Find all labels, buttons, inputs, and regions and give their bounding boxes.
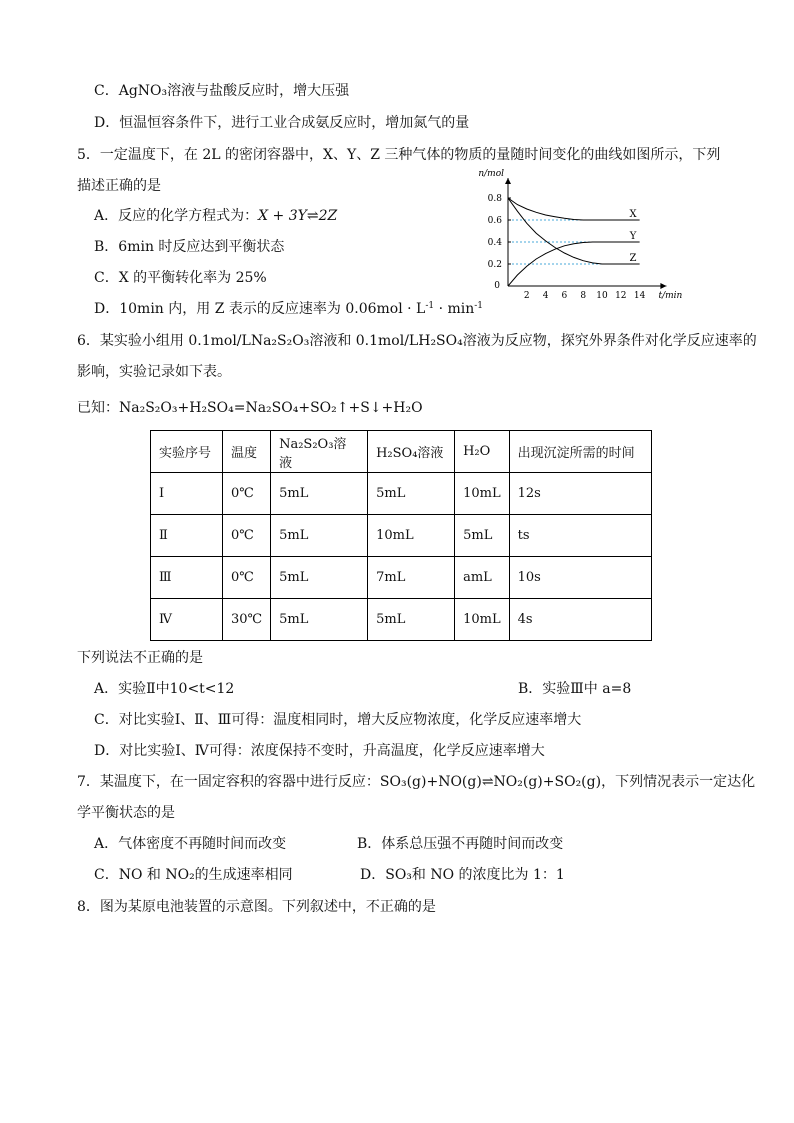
table-header: H₂SO₄溶液 xyxy=(368,431,455,473)
q7-option-a: A．气体密度不再随时间而改变 xyxy=(94,836,287,852)
table-cell: 10mL xyxy=(368,515,455,557)
q6-stem-line2: 影响，实验记录如下表。 xyxy=(77,364,231,380)
q7-option-b: B．体系总压强不再随时间而改变 xyxy=(357,836,564,852)
series-label-x: X xyxy=(629,209,637,220)
q5-stem-line2: 描述正确的是 xyxy=(77,178,161,194)
series-line-x xyxy=(508,198,640,220)
table-cell: 10mL xyxy=(455,473,510,515)
table-cell: 30℃ xyxy=(223,599,271,641)
q8-stem: 8．图为某原电池装置的示意图。下列叙述中，不正确的是 xyxy=(77,899,436,915)
table-cell: 0℃ xyxy=(223,557,271,599)
table-cell: 10mL xyxy=(455,599,510,641)
table-cell: 10s xyxy=(509,557,651,599)
q5-option-d-exp1: -1 xyxy=(425,301,435,311)
q5-option-a xyxy=(94,206,337,226)
table-row xyxy=(151,599,652,641)
q6-known-equation: 已知：Na₂S₂O₃+H₂SO₄=Na₂SO₄+SO₂↑+S↓+H₂O xyxy=(77,400,423,416)
q5-stem-line1: 5．一定温度下，在 2L 的密闭容器中，X、Y、Z 三种气体的物质的量随时间变化的曲线如图所示，下列 xyxy=(77,147,721,163)
table-cell: 5mL xyxy=(368,599,455,641)
series-line-z xyxy=(508,198,640,264)
x-tick-label: 14 xyxy=(633,291,646,301)
table-cell: 5mL xyxy=(455,515,510,557)
y-tick-label: 0.8 xyxy=(487,194,502,204)
q6-option-d: D．对比实验Ⅰ、Ⅳ可得：浓度保持不变时，升高温度，化学反应速率增大 xyxy=(94,743,545,759)
q7-option-d: D．SO₃和 NO 的浓度比为 1：1 xyxy=(360,867,565,883)
x-tick-label: 4 xyxy=(542,291,549,301)
q5-option-d-exp2: -1 xyxy=(474,301,484,311)
table-row xyxy=(151,557,652,599)
table-header: 温度 xyxy=(223,431,271,473)
experiment-table xyxy=(150,430,652,641)
table-cell: 5mL xyxy=(368,473,455,515)
table-cell: amL xyxy=(455,557,510,599)
x-tick-label: 6 xyxy=(561,291,568,301)
table-row xyxy=(151,473,652,515)
table-cell: 4s xyxy=(509,599,651,641)
q5-option-d-mid: · min xyxy=(434,301,475,317)
q5-option-b: B．6min 时反应达到平衡状态 xyxy=(94,239,285,255)
table-cell: 0℃ xyxy=(223,473,271,515)
table-cell: Ⅲ xyxy=(151,557,223,599)
x-axis-label: t/min xyxy=(658,291,683,301)
table-cell: 5mL xyxy=(271,473,368,515)
x-tick-label: 2 xyxy=(523,291,530,301)
x-tick-label: 10 xyxy=(596,291,608,301)
y-tick-label: 0.6 xyxy=(487,216,502,226)
q6-option-b: B．实验Ⅲ中 a=8 xyxy=(518,681,632,697)
q7-stem-line1: 7．某温度下，在一固定容积的容器中进行反应：SO₃(g)+NO(g)⇌NO₂(g)+SO₂(g)，下列情况表示一定达化 xyxy=(77,774,756,790)
x-tick-label: 12 xyxy=(615,291,627,301)
q5-option-d xyxy=(94,299,483,319)
x-axis-arrow xyxy=(660,283,666,289)
y-tick-label: 0 xyxy=(494,281,500,291)
table-cell: Ⅱ xyxy=(151,515,223,557)
amount-time-chart xyxy=(468,164,683,304)
table-cell: 5mL xyxy=(271,515,368,557)
table-header-row xyxy=(151,431,652,473)
option-c-prev: C．AgNO₃溶液与盐酸反应时，增大压强 xyxy=(94,83,350,99)
series-label-y: Y xyxy=(629,231,637,242)
q6-question: 下列说法不正确的是 xyxy=(77,650,203,666)
q7-stem-line2: 学平衡状态的是 xyxy=(77,805,175,821)
table-cell: ts xyxy=(509,515,651,557)
table-row xyxy=(151,515,652,557)
q6-option-a: A．实验Ⅱ中10<t<12 xyxy=(94,681,235,697)
table-cell: 7mL xyxy=(368,557,455,599)
q6-option-c: C．对比实验Ⅰ、Ⅱ、Ⅲ可得：温度相同时，增大反应物浓度，化学反应速率增大 xyxy=(94,712,582,728)
q5-option-a-prefix: A．反应的化学方程式为： xyxy=(94,208,259,224)
table-header: H₂O xyxy=(455,431,510,473)
table-header: Na₂S₂O₃溶液 xyxy=(271,431,368,473)
q6-stem-line1: 6．某实验小组用 0.1mol/LNa₂S₂O₃溶液和 0.1mol/LH₂SO₄溶液为反应物，探究外界条件对化学反应速率的 xyxy=(77,333,757,349)
q7-option-c: C．NO 和 NO₂的生成速率相同 xyxy=(94,867,293,883)
table-header: 出现沉淀所需的时间 xyxy=(509,431,651,473)
table-cell: Ⅳ xyxy=(151,599,223,641)
y-axis-arrow xyxy=(505,178,511,184)
q5-option-c: C．X 的平衡转化率为 25% xyxy=(94,270,267,286)
table-cell: 5mL xyxy=(271,599,368,641)
x-tick-label: 8 xyxy=(580,291,587,301)
option-d-prev: D．恒温恒容条件下，进行工业合成氨反应时，增加氮气的量 xyxy=(94,115,470,131)
y-tick-label: 0.2 xyxy=(487,260,502,270)
table-cell: 0℃ xyxy=(223,515,271,557)
q5-option-a-equation: X + 3Y⇌2Z xyxy=(258,208,338,224)
y-tick-label: 0.4 xyxy=(487,238,502,248)
q5-option-d-prefix: D．10min 内，用 Z 表示的反应速率为 0.06mol · L xyxy=(94,301,426,317)
table-cell: Ⅰ xyxy=(151,473,223,515)
table-cell: 5mL xyxy=(271,557,368,599)
table-cell: 12s xyxy=(509,473,651,515)
y-axis-label: n/mol xyxy=(478,169,504,179)
table-header: 实验序号 xyxy=(151,431,223,473)
series-label-z: Z xyxy=(629,253,637,264)
